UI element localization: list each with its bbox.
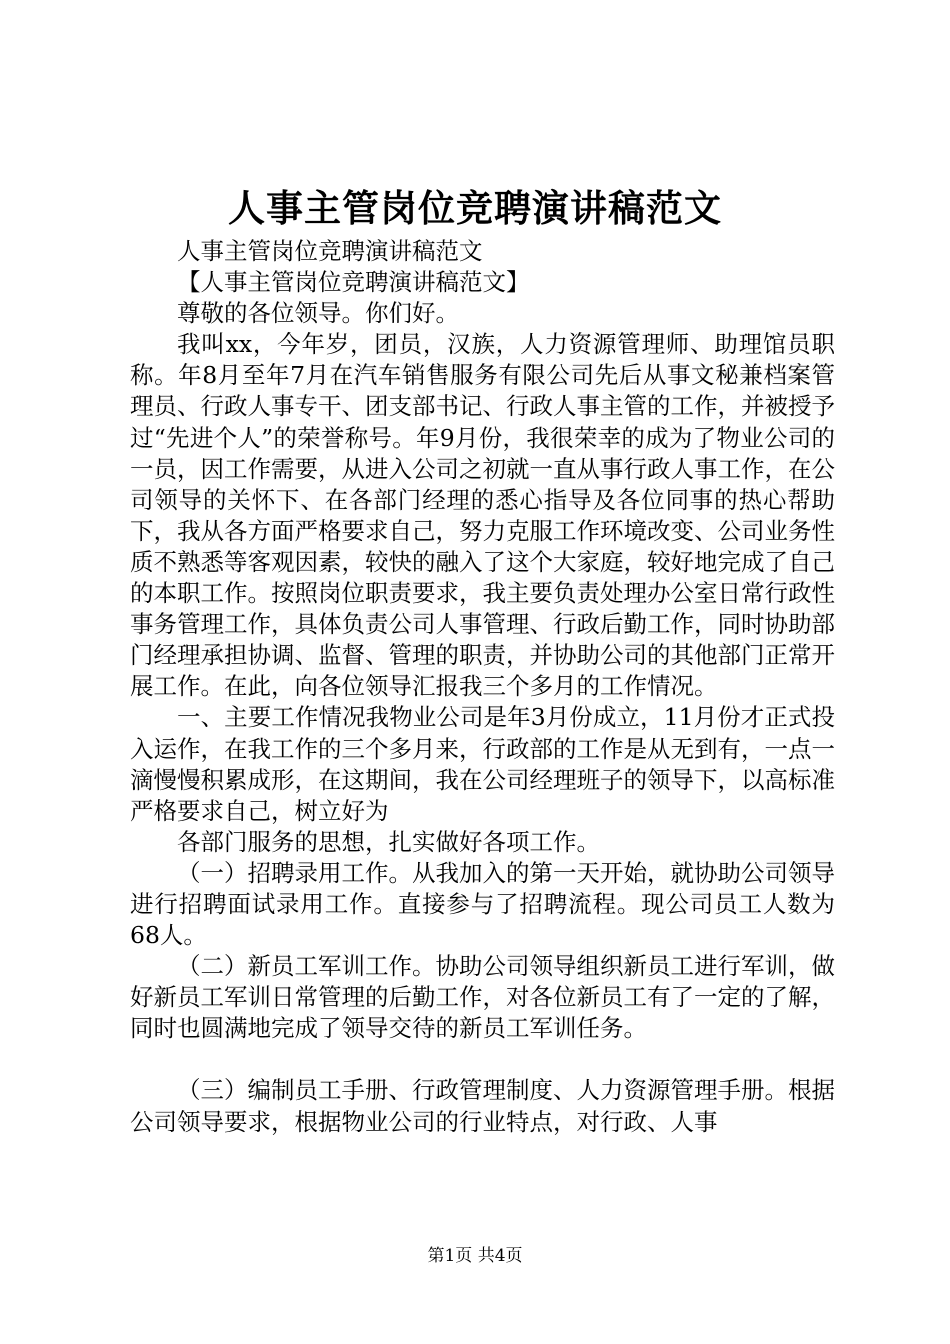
body-paragraph-bracket-title: 【人事主管岗位竞聘演讲稿范文】 xyxy=(177,268,530,297)
body-paragraph-handbook: （三）编制员工手册、行政管理制度、人力资源管理手册。根据公司领导要求，根据物业公司的行业特点，对行政、人事 xyxy=(130,1076,835,1136)
document-title: 人事主管岗位竞聘演讲稿范文 xyxy=(228,186,722,230)
document-body xyxy=(130,236,835,1138)
body-paragraph-military-training: （二）新员工军训工作。协助公司领导组织新员工进行军训，做好新员工军训日常管理的后勤工作，对各位新员工有了一定的了解，同时也圆满地完成了领导交待的新员工军训任务。 xyxy=(130,952,835,1043)
body-paragraph-introduction: 我叫xx，今年岁，团员，汉族，人力资源管理师、助理馆员职称。年8月至年7月在汽车销售服务有限公司先后从事文秘兼档案管理员、行政人事专干、团支部书记、行政人事主管的工作，并被授予过“先进个人”的荣誉称号。年9月份，我很荣幸的成为了物业公司的一员，因工作需要，从进入公司之初就一直从事行政人事工作，在公司领导的关怀下、在各部门经理的悉心指导及各位同事的热心帮助下，我从各方面严格要求自己，努力克服工作环境改变、公司业务性质不熟悉等客观因素，较快的融入了这个大家庭，较好地完成了自己的本职工作。按照岗位职责要求，我主要负责处理办公室日常行政性事务管理工作，具体负责公司人事管理、行政后勤工作，同时协助部门经理承担协调、监督、管理的职责，并协助公司的其他部门正常开展工作。在此，向各位领导汇报我三个多月的工作情况。 xyxy=(130,330,835,701)
body-paragraph-greeting: 尊敬的各位领导。你们好。 xyxy=(177,299,459,328)
body-paragraph-service-thought: 各部门服务的思想，扎实做好各项工作。 xyxy=(177,827,600,856)
body-paragraph-subtitle: 人事主管岗位竞聘演讲稿范文 xyxy=(177,237,483,265)
body-paragraph-recruitment: （一）招聘录用工作。从我加入的第一天开始，就协助公司领导进行招聘面试录用工作。直接参与了招聘流程。现公司员工人数为68人。 xyxy=(130,858,835,950)
body-paragraph-work-overview: 一、主要工作情况我物业公司是年3月份成立，11月份才正式投入运作，在我工作的三个多月来，行政部的工作是从无到有，一点一滴慢慢积累成形，在这期间，我在公司经理班子的领导下，以高标准严格要求自己，树立好为 xyxy=(130,703,835,825)
page-footer: 第1页 共4页 xyxy=(427,1246,523,1266)
